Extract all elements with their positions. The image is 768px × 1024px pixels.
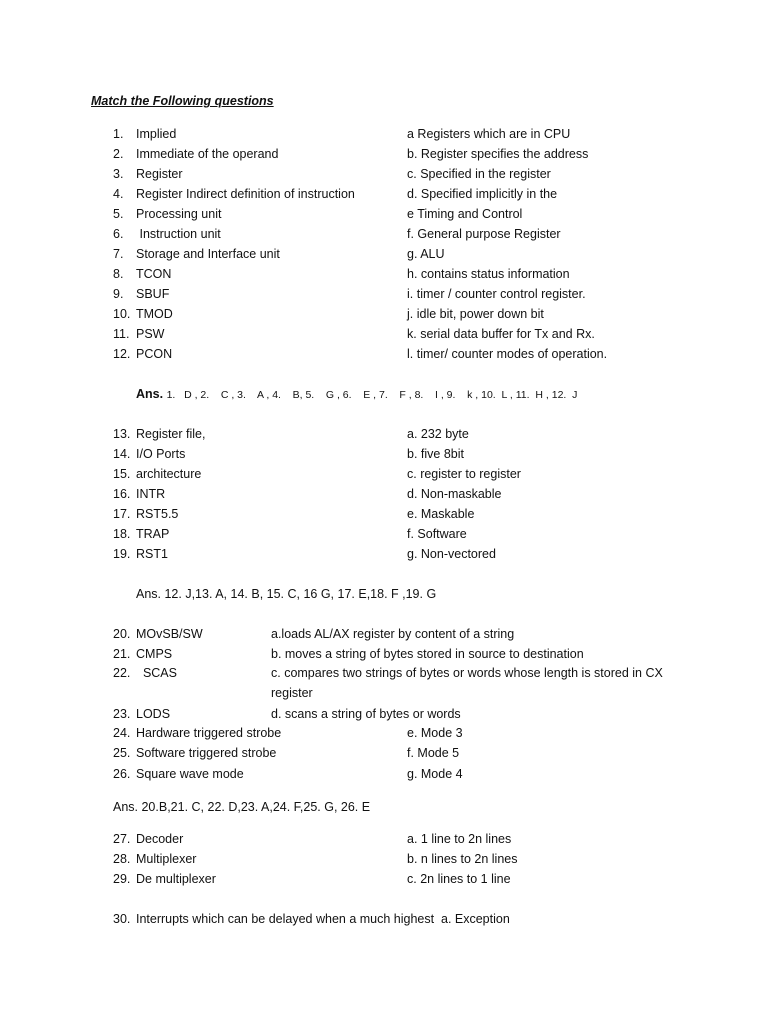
item-match: a. Exception xyxy=(441,912,510,926)
item-match: k. serial data buffer for Tx and Rx. xyxy=(407,327,595,341)
item-term: SCAS xyxy=(136,666,177,680)
list-item xyxy=(0,872,768,890)
item-term: Implied xyxy=(136,127,177,141)
item-number: 16. xyxy=(113,487,131,501)
item-term: INTR xyxy=(136,487,166,501)
item-number: 1. xyxy=(113,127,124,141)
item-number: 18. xyxy=(113,527,131,541)
list-item xyxy=(0,287,768,305)
item-number: 24. xyxy=(113,726,131,740)
list-item xyxy=(0,527,768,545)
list-item xyxy=(0,147,768,165)
item-match: b. n lines to 2n lines xyxy=(407,852,518,866)
list-item xyxy=(0,507,768,525)
item-match: b. Register specifies the address xyxy=(407,147,589,161)
item-number: 25. xyxy=(113,746,131,760)
item-number: 19. xyxy=(113,547,131,561)
list-item xyxy=(0,726,768,744)
item-term: CMPS xyxy=(136,647,173,661)
item-match: b. moves a string of bytes stored in source to destination xyxy=(271,647,584,661)
list-item xyxy=(0,467,768,485)
item-match: d. scans a string of bytes or words xyxy=(271,707,461,721)
item-number: 30. xyxy=(113,912,131,926)
item-match: d. Specified implicitly in the xyxy=(407,187,558,201)
list-item xyxy=(0,347,768,365)
answer-text xyxy=(136,387,577,401)
item-number: 5. xyxy=(113,207,124,221)
list-item xyxy=(0,912,768,930)
list-item xyxy=(0,207,768,225)
list-item xyxy=(0,746,768,764)
item-term: I/O Ports xyxy=(136,447,186,461)
list-item xyxy=(0,627,768,645)
item-match: a Registers which are in CPU xyxy=(407,127,571,141)
item-number: 20. xyxy=(113,627,131,641)
item-number: 11. xyxy=(113,327,130,341)
item-match: g. ALU xyxy=(407,247,445,261)
item-number: 26. xyxy=(113,767,131,781)
list-item xyxy=(0,247,768,265)
answer-line xyxy=(0,587,768,605)
item-match: g. Mode 4 xyxy=(407,767,463,781)
item-number: 2. xyxy=(113,147,124,161)
item-match: h. contains status information xyxy=(407,267,570,281)
list-item xyxy=(0,852,768,870)
list-item xyxy=(0,447,768,465)
item-term: Instruction unit xyxy=(136,227,221,241)
item-term: TMOD xyxy=(136,307,173,321)
item-number: 17. xyxy=(113,507,131,521)
item-match: i. timer / counter control register. xyxy=(407,287,586,301)
item-match: f. Software xyxy=(407,527,467,541)
item-term: Decoder xyxy=(136,832,184,846)
item-match: c. Specified in the register xyxy=(407,167,551,181)
item-match: f. Mode 5 xyxy=(407,746,460,760)
item-term: Hardware triggered strobe xyxy=(136,726,282,740)
item-term: LODS xyxy=(136,707,171,721)
item-number: 8. xyxy=(113,267,124,281)
item-term: Register Indirect definition of instruction xyxy=(136,187,355,201)
item-term: Multiplexer xyxy=(136,852,197,866)
item-number: 3. xyxy=(113,167,124,181)
item-match: f. General purpose Register xyxy=(407,227,561,241)
item-number: 28. xyxy=(113,852,131,866)
item-number: 21. xyxy=(113,647,131,661)
item-match: e Timing and Control xyxy=(407,207,523,221)
item-number: 6. xyxy=(113,227,124,241)
item-term: TCON xyxy=(136,267,172,281)
item-match: c. 2n lines to 1 line xyxy=(407,872,511,886)
item-match: g. Non-vectored xyxy=(407,547,496,561)
item-number: 29. xyxy=(113,872,131,886)
item-match: l. timer/ counter modes of operation. xyxy=(407,347,608,361)
item-term: RST5.5 xyxy=(136,507,179,521)
item-term: SBUF xyxy=(136,287,170,301)
item-number: 9. xyxy=(113,287,124,301)
item-term: Interrupts which can be delayed when a much highest xyxy=(136,912,435,926)
list-item xyxy=(0,227,768,245)
list-item xyxy=(0,187,768,205)
item-number: 23. xyxy=(113,707,131,721)
item-term: Register file, xyxy=(136,427,206,441)
item-term: PCON xyxy=(136,347,173,361)
list-item xyxy=(0,832,768,850)
item-term: Storage and Interface unit xyxy=(136,247,280,261)
item-match: b. five 8bit xyxy=(407,447,464,461)
item-number: 15. xyxy=(113,467,131,481)
item-match: a. 232 byte xyxy=(407,427,469,441)
item-number: 13. xyxy=(113,427,131,441)
item-match: c. register to register xyxy=(407,467,521,481)
answer-label: Ans. xyxy=(136,387,164,401)
item-match: c. compares two strings of bytes or words whose length is stored in CX register xyxy=(271,666,663,700)
item-term: TRAP xyxy=(136,527,170,541)
list-item xyxy=(0,267,768,285)
answer-line xyxy=(0,387,768,405)
item-term: MOvSB/SW xyxy=(136,627,203,641)
item-number: 12. xyxy=(113,347,131,361)
list-item xyxy=(0,767,768,785)
item-match: a. 1 line to 2n lines xyxy=(407,832,512,846)
item-match: e. Mode 3 xyxy=(407,726,463,740)
item-number: 27. xyxy=(113,832,131,846)
item-term: Square wave mode xyxy=(136,767,244,781)
item-match: j. idle bit, power down bit xyxy=(407,307,544,321)
item-number: 10. xyxy=(113,307,131,321)
item-term: PSW xyxy=(136,327,165,341)
list-item xyxy=(0,707,768,725)
list-item xyxy=(0,167,768,185)
item-term: Register xyxy=(136,167,183,181)
list-item xyxy=(0,547,768,565)
answer-text: Ans. 12. J,13. A, 14. B, 15. C, 16 G, 17. E,18. F ,19. G xyxy=(136,587,437,601)
item-number: 14. xyxy=(113,447,131,461)
list-item xyxy=(0,666,768,706)
list-item xyxy=(0,307,768,325)
list-item xyxy=(0,327,768,345)
item-term: Software triggered strobe xyxy=(136,746,277,760)
page-title: Match the Following questions xyxy=(91,94,274,108)
list-item xyxy=(0,487,768,505)
item-term: Immediate of the operand xyxy=(136,147,279,161)
item-term: RST1 xyxy=(136,547,168,561)
item-term: Processing unit xyxy=(136,207,222,221)
item-match: e. Maskable xyxy=(407,507,475,521)
item-term: De multiplexer xyxy=(136,872,216,886)
item-number: 4. xyxy=(113,187,124,201)
list-item xyxy=(0,127,768,145)
item-match: a.loads AL/AX register by content of a string xyxy=(271,627,515,641)
answer-line xyxy=(0,800,768,818)
list-item xyxy=(0,427,768,445)
answer-text: Ans. 20.B,21. C, 22. D,23. A,24. F,25. G, 26. E xyxy=(113,800,371,814)
item-term: architecture xyxy=(136,467,202,481)
item-match: d. Non-maskable xyxy=(407,487,502,501)
item-number: 7. xyxy=(113,247,124,261)
answer-values: 1. D , 2. C , 3. A , 4. B, 5. G , 6. E , 7. F , 8. I , 9. k , 10. L , 11. H , 12. J xyxy=(166,389,578,401)
item-number: 22. xyxy=(113,666,131,680)
